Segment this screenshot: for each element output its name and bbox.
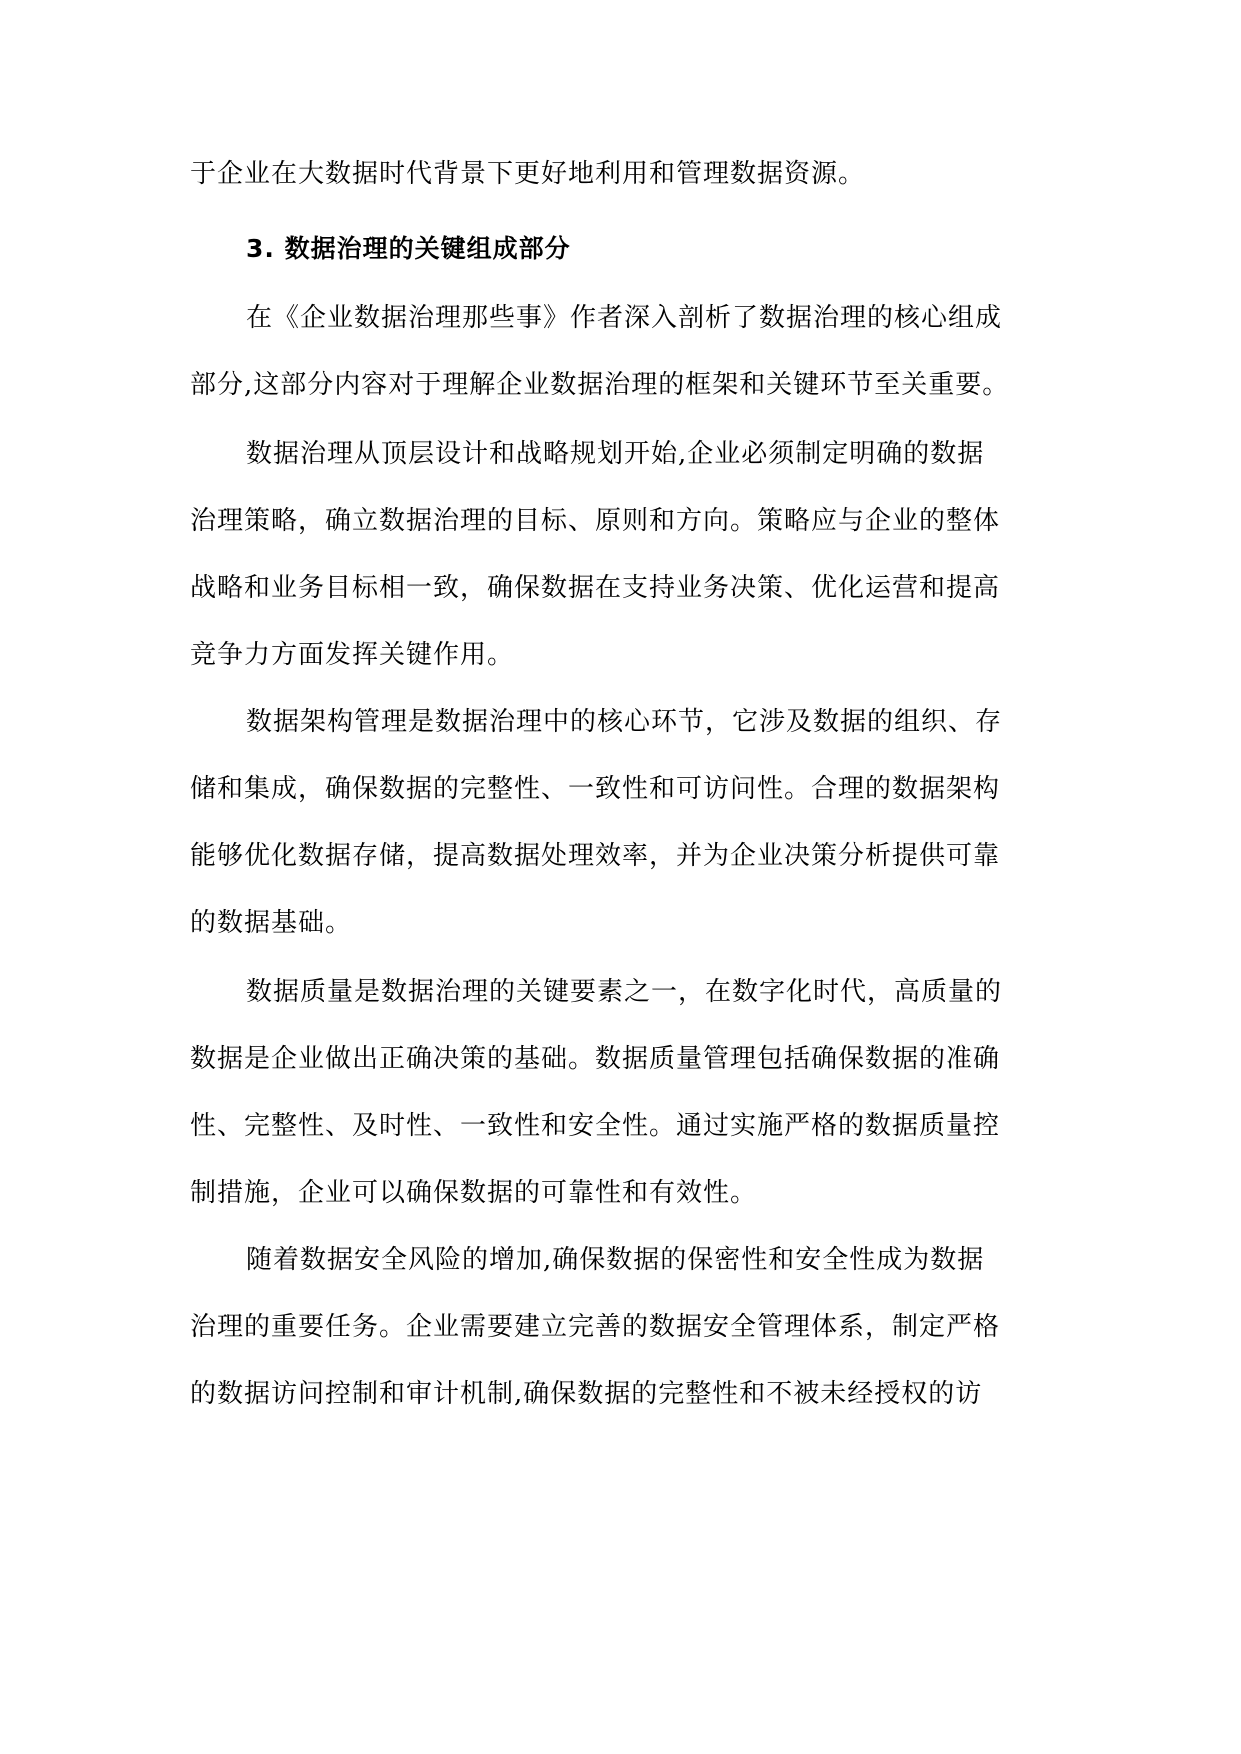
- text-line: 随着数据安全风险的增加,确保数据的保密性和安全性成为数据: [246, 1245, 985, 1275]
- text-line: 的数据访问控制和审计机制,确保数据的完整性和不被未经授权的访: [190, 1379, 983, 1409]
- text-line: 储和集成，确保数据的完整性、一致性和可访问性。合理的数据架构: [190, 774, 1001, 804]
- text-line: 在《企业数据治理那些事》作者深入剖析了数据治理的核心组成: [246, 303, 1003, 333]
- text-line: 数据架构管理是数据治理中的核心环节，它涉及数据的组织、存: [246, 707, 1003, 737]
- text-line: 制措施，企业可以确保数据的可靠性和有效性。: [190, 1178, 758, 1208]
- text-line: 部分,这部分内容对于理解企业数据治理的框架和关键环节至关重要。: [190, 370, 1010, 400]
- text-line: 性、完整性、及时性、一致性和安全性。通过实施严格的数据质量控: [190, 1111, 1001, 1141]
- text-line: 治理的重要任务。企业需要建立完善的数据安全管理体系，制定严格: [190, 1312, 1001, 1342]
- text-line: 能够优化数据存储，提高数据处理效率，并为企业决策分析提供可靠: [190, 841, 1001, 871]
- text-line: 数据治理从顶层设计和战略规划开始,企业必须制定明确的数据: [246, 439, 985, 469]
- text-line: 竞争力方面发挥关键作用。: [190, 640, 515, 670]
- text-line: 的数据基础。: [190, 908, 353, 938]
- text-line: 于企业在大数据时代背景下更好地利用和管理数据资源。: [190, 159, 866, 189]
- heading-text: 3. 数据治理的关键组成部分: [246, 234, 571, 263]
- text-line: 战略和业务目标相一致，确保数据在支持业务决策、优化运营和提高: [190, 573, 1001, 603]
- text-line: 数据是企业做出正确决策的基础。数据质量管理包括确保数据的准确: [190, 1044, 1001, 1074]
- text-line: 数据质量是数据治理的关键要素之一，在数字化时代，高质量的: [246, 977, 1003, 1007]
- text-line: 治理策略，确立数据治理的目标、原则和方向。策略应与企业的整体: [190, 506, 1001, 536]
